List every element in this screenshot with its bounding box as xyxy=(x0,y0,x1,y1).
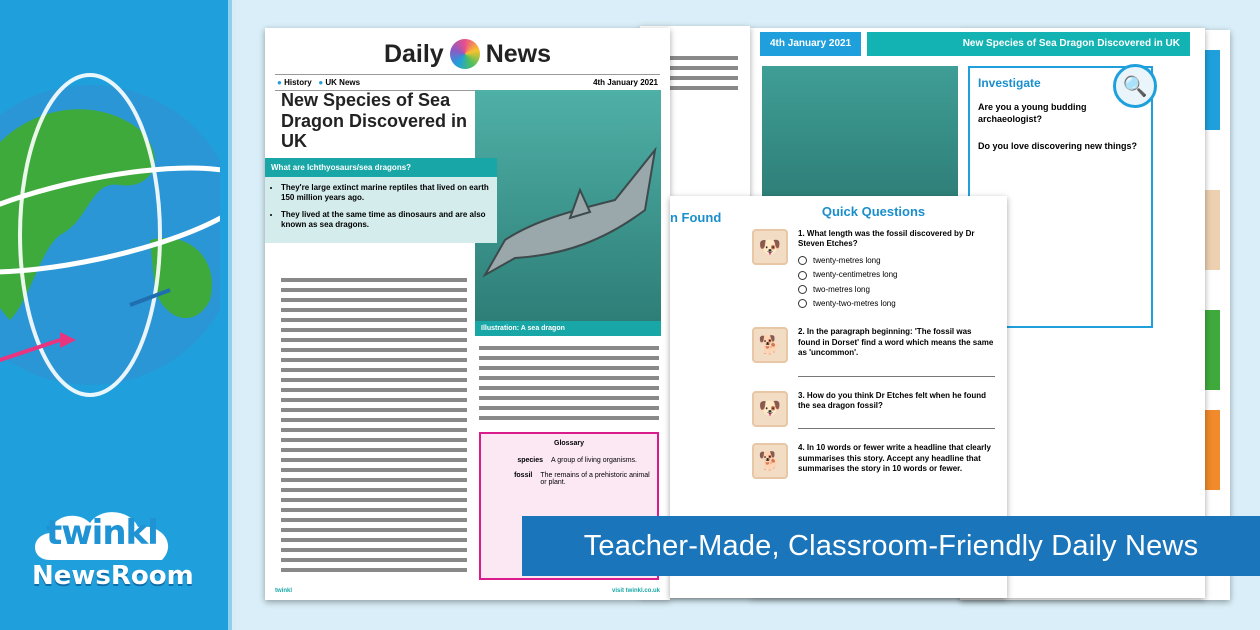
answer-option[interactable]: twenty-centimetres long xyxy=(798,270,995,280)
glossary-definition: A group of living organisms. xyxy=(551,457,637,464)
answer-line[interactable] xyxy=(798,417,995,429)
glossary-term: species xyxy=(517,457,543,464)
tag-history: History xyxy=(284,78,312,87)
sheet-date: 4th January 2021 xyxy=(760,32,861,56)
fact-point: • They're large extinct marine reptiles that lived on earth 150 million years ago. xyxy=(281,183,489,204)
meta-bar: ● History ● UK News 4th January 2021 xyxy=(275,74,660,91)
sheet-footer xyxy=(275,588,660,594)
question-item xyxy=(752,391,995,430)
masthead-word: Daily xyxy=(383,39,444,68)
fact-box xyxy=(265,158,497,243)
article-text xyxy=(479,346,659,426)
headline: New Species of Sea Dragon Discovered in UK xyxy=(281,90,468,152)
question-number: 3. xyxy=(798,390,805,400)
question-number: 1. xyxy=(798,229,805,238)
fact-title: What are Ichthyosaurs/sea dragons? xyxy=(265,158,497,177)
newsroom-wordmark: NewsRoom xyxy=(32,561,194,591)
masthead xyxy=(275,34,660,74)
partial-title: n Found xyxy=(670,210,722,225)
daily-news-sheet xyxy=(265,28,670,600)
brand-panel xyxy=(0,0,232,630)
dog-icon: 🐕 xyxy=(752,327,788,363)
footer-logo: twinkl xyxy=(275,588,293,594)
footer-link: visit twinkl.co.uk xyxy=(611,588,660,594)
fact-point: • They lived at the same time as dinosaurs and are also known as sea dragons. xyxy=(281,210,489,231)
globe-illustration xyxy=(0,20,220,440)
glossary-term: fossil xyxy=(514,472,533,479)
question-item xyxy=(752,229,995,313)
answer-option[interactable]: twenty-two-metres long xyxy=(798,299,995,309)
twinkl-wordmark: twinkl xyxy=(46,513,158,553)
question-text: How do you think Dr Etches felt when he found the sea dragon fossil? xyxy=(798,390,987,410)
sea-dragon-icon xyxy=(475,90,661,320)
quick-questions-title: Quick Questions xyxy=(821,204,926,219)
question-text: In the paragraph beginning: 'The fossil was found in Dorset' find a word which means the same as 'uncommon'. xyxy=(798,327,994,358)
investigate-line: Do you love discovering new things? xyxy=(978,141,1138,152)
answer-line[interactable] xyxy=(798,365,995,377)
twinkl-globe-icon xyxy=(450,39,480,69)
question-number: 2. xyxy=(798,327,805,337)
sheet-title: New Species of Sea Dragon Discovered in UK xyxy=(867,32,1190,56)
investigate-heading: Investigate xyxy=(978,76,1041,90)
question-item xyxy=(752,327,995,376)
investigate-line: Are you a young budding archaeologist? xyxy=(978,102,1087,124)
sea-dragon-illustration xyxy=(475,90,661,336)
answer-option[interactable]: twenty-metres long xyxy=(798,256,995,266)
answer-option[interactable]: two-metres long xyxy=(798,285,995,295)
dog-icon: 🐶 xyxy=(752,229,788,265)
dog-icon: 🐶 xyxy=(752,391,788,427)
sea-dragon-image xyxy=(762,66,958,206)
question-text: In 10 words or fewer write a headline that clearly summarises this story. Accept any headline that summarises the story in 10 words or fewer. xyxy=(798,443,991,474)
promo-banner: Teacher-Made, Classroom-Friendly Daily News xyxy=(522,516,1260,576)
dog-icon: 🐕 xyxy=(752,443,788,479)
glossary-title: Glossary xyxy=(554,440,584,447)
masthead-word: News xyxy=(485,39,552,68)
image-caption: Illustration: A sea dragon xyxy=(475,321,661,336)
question-item xyxy=(752,443,995,479)
tag-uk-news: UK News xyxy=(325,78,361,87)
article-text xyxy=(281,278,467,578)
news-date: 4th January 2021 xyxy=(593,78,658,87)
sheet-header-bar xyxy=(760,32,1190,56)
glossary-definition: The remains of a prehistoric animal or plant. xyxy=(540,472,650,486)
magnifier-icon: 🔍 xyxy=(1113,64,1157,108)
question-text: What length was the fossil discovered by Dr Steven Etches? xyxy=(798,229,975,249)
question-number: 4. xyxy=(798,443,805,453)
